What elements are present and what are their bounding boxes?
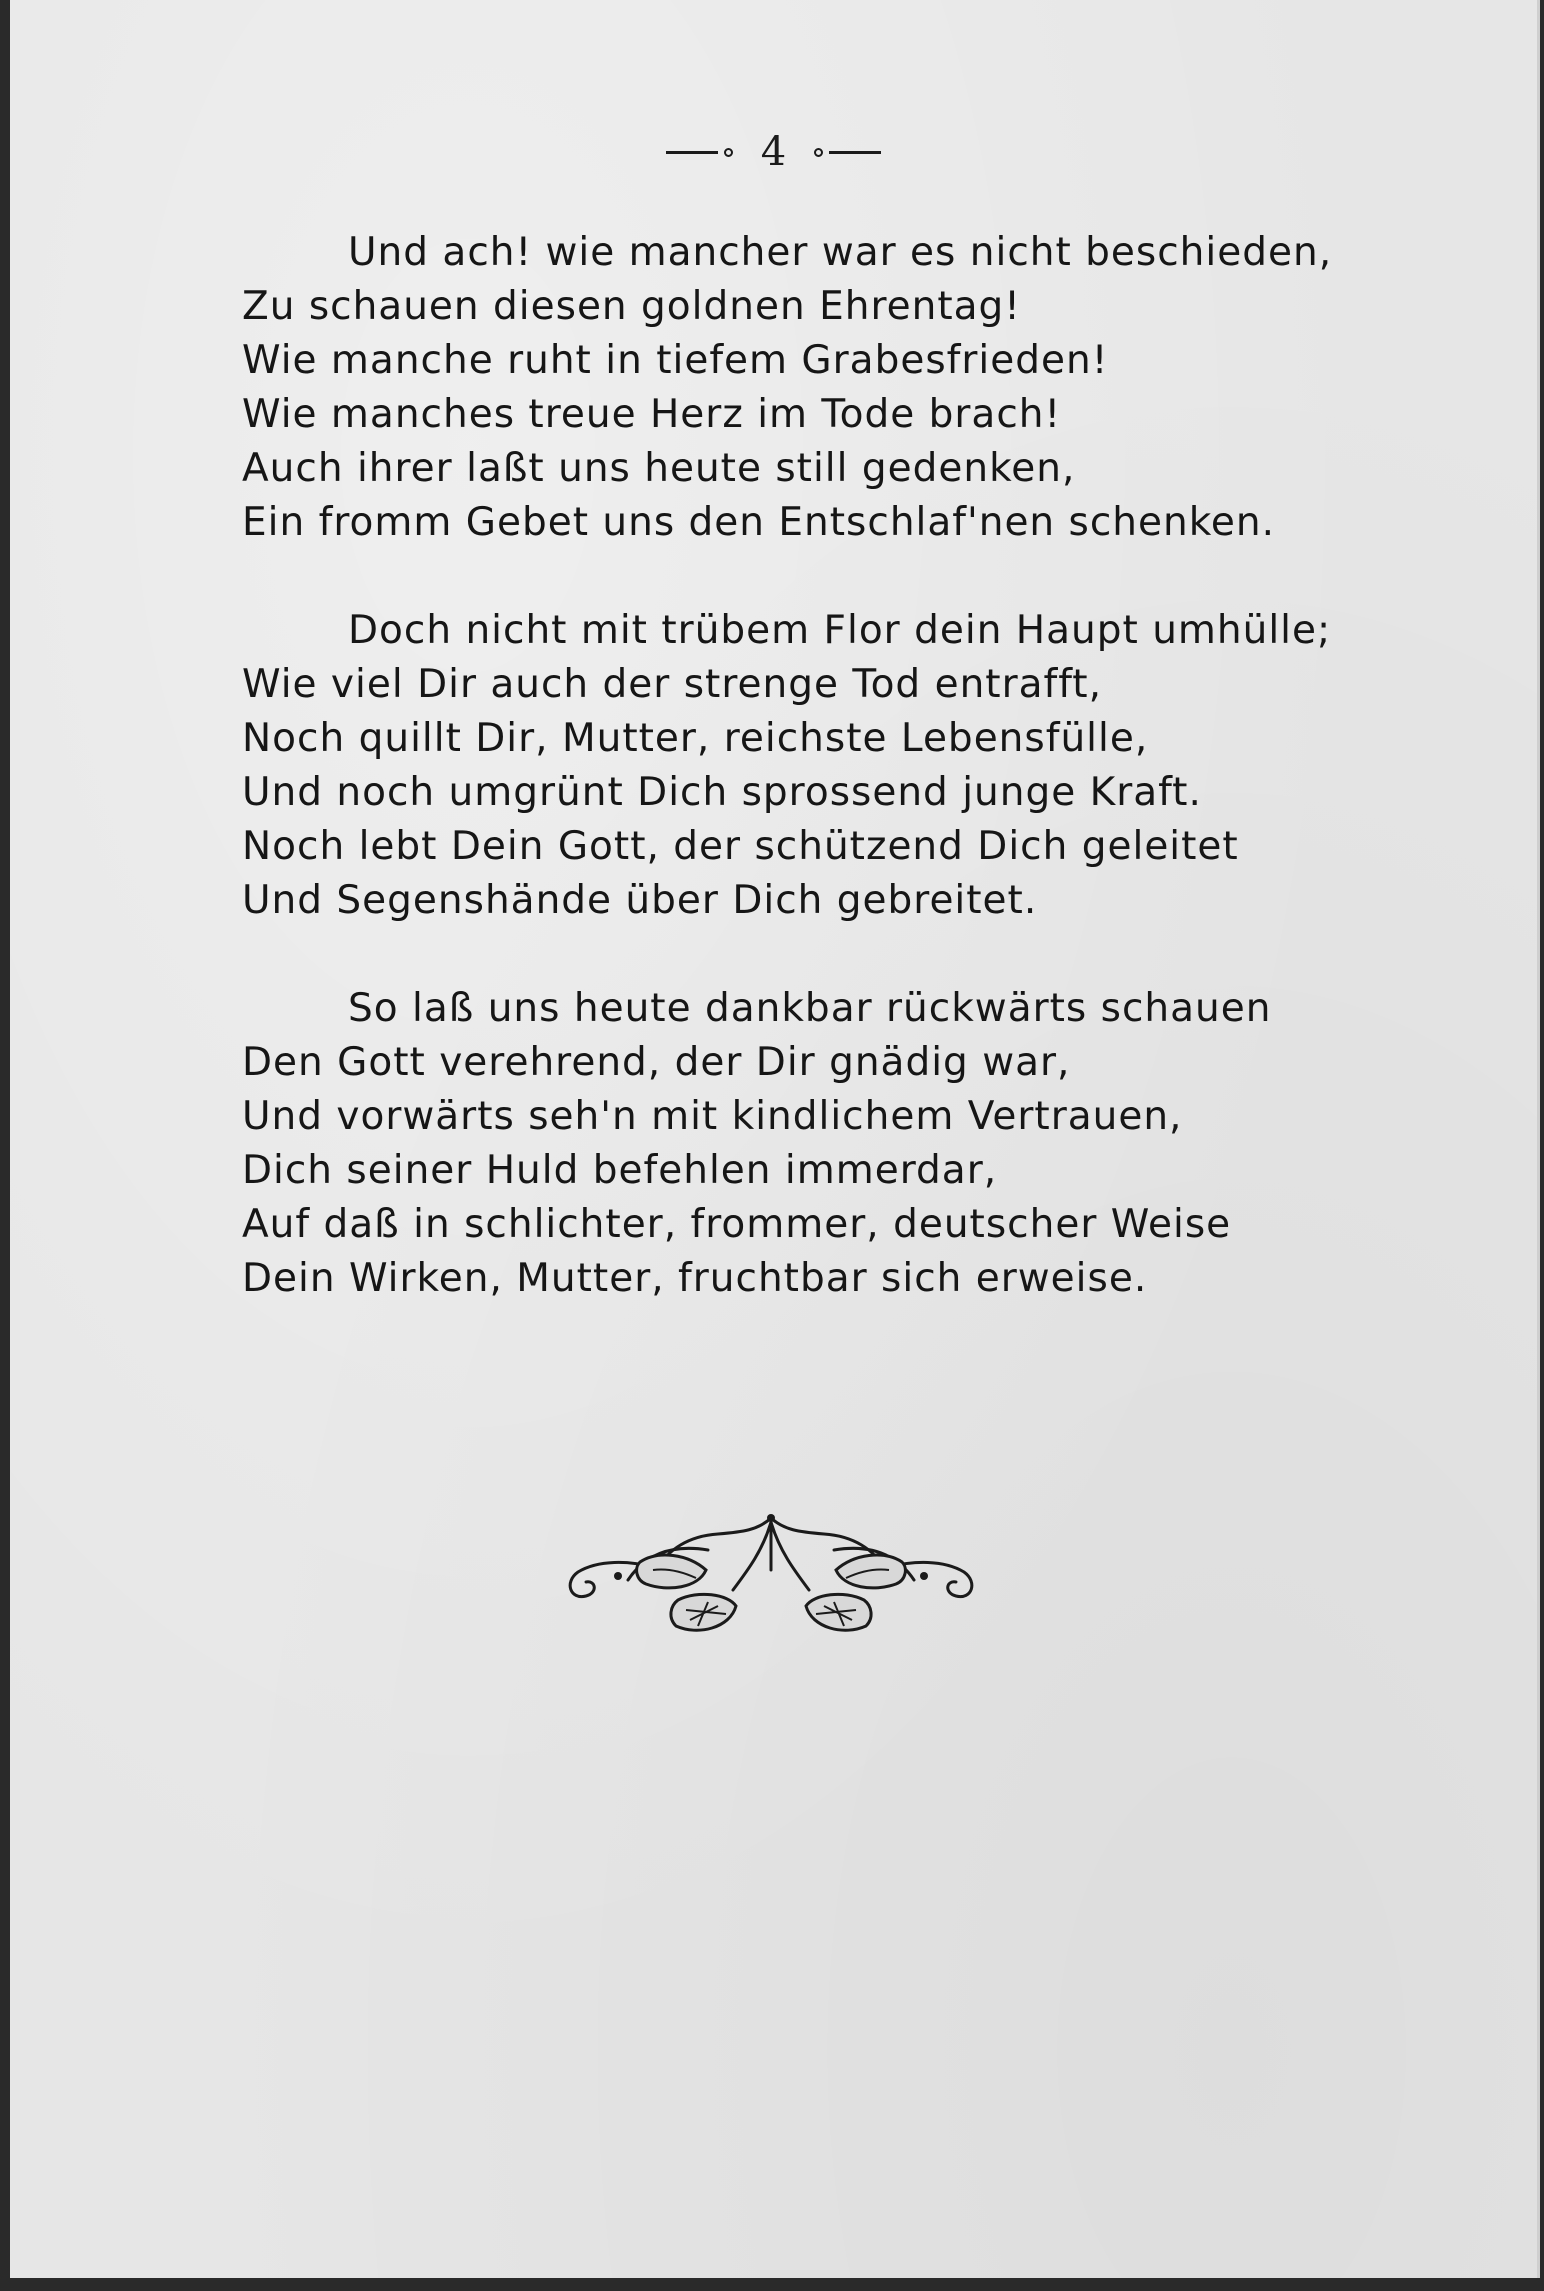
stanza-1	[242, 226, 1332, 550]
verse-line: Und noch umgrünt Dich sprossend junge Kraft.	[242, 770, 1202, 815]
stanza-3	[242, 982, 1271, 1306]
page-number: 4	[760, 129, 787, 175]
verse-line: Den Gott verehrend, der Dir gnädig war,	[242, 1040, 1071, 1085]
page-folio	[10, 122, 1537, 182]
book-page	[10, 0, 1540, 2278]
floral-vignette-icon	[558, 1510, 984, 1650]
verse-line: Dein Wirken, Mutter, fruchtbar sich erweise.	[242, 1256, 1148, 1301]
verse-line: Noch lebt Dein Gott, der schützend Dich geleitet	[242, 824, 1239, 869]
verse-line: Ein fromm Gebet uns den Entschlaf'nen schenken.	[242, 500, 1276, 545]
verse-line: Dich seiner Huld befehlen immerdar,	[242, 1148, 998, 1193]
folio-dot-left	[724, 148, 733, 157]
verse-line: Doch nicht mit trübem Flor dein Haupt umhülle;	[348, 608, 1332, 653]
verse-line: Und vorwärts seh'n mit kindlichem Vertrauen,	[242, 1094, 1183, 1139]
verse-line: Auch ihrer laßt uns heute still gedenken,	[242, 446, 1076, 491]
verse-line: Zu schauen diesen goldnen Ehrentag!	[242, 284, 1021, 329]
verse-line: So laß uns heute dankbar rückwärts schauen	[348, 986, 1272, 1031]
verse-line: Und Segenshände über Dich gebreitet.	[242, 878, 1038, 923]
verse-line: Wie viel Dir auch der strenge Tod entrafft,	[242, 662, 1102, 707]
folio-rule-right	[829, 151, 881, 154]
folio-rule-left	[666, 151, 718, 154]
stanza-2	[242, 604, 1331, 928]
verse-line: Und ach! wie mancher war es nicht beschieden,	[348, 230, 1333, 275]
verse-line: Wie manche ruht in tiefem Grabesfrieden!	[242, 338, 1109, 383]
verse-line: Noch quillt Dir, Mutter, reichste Lebensfülle,	[242, 716, 1149, 761]
folio-dot-right	[814, 148, 823, 157]
verse-line: Auf daß in schlichter, frommer, deutscher Weise	[242, 1202, 1232, 1247]
verse-line: Wie manches treue Herz im Tode brach!	[242, 392, 1062, 437]
